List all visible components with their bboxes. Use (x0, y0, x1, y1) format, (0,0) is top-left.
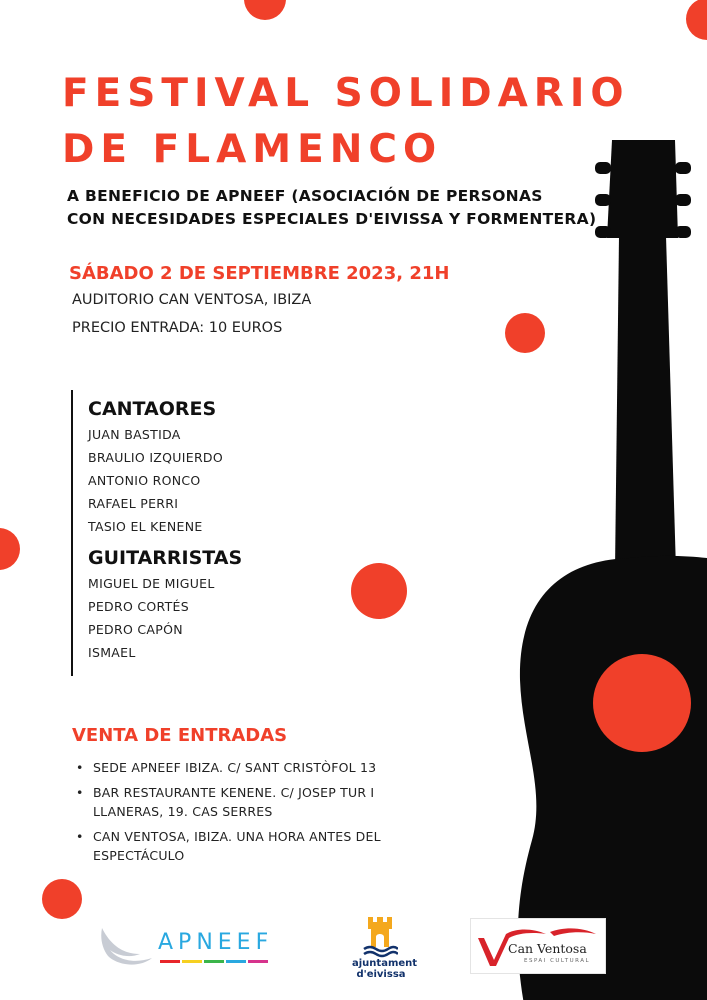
tickets-list (76, 758, 396, 871)
guitarristas-list (88, 572, 242, 664)
beneficiary-line-2: CON NECESIDADES ESPECIALES D'EIVISSA Y FORMENTERA) (67, 210, 597, 228)
guitarrista-name: PEDRO CAPÓN (88, 622, 183, 637)
ajuntament-line-2: d'eivissa (356, 969, 406, 980)
guitar-soundhole (593, 654, 691, 752)
cantaor-name: JUAN BASTIDA (88, 427, 181, 442)
cantaor-name: RAFAEL PERRI (88, 496, 179, 511)
cantaor-name: BRAULIO IZQUIERDO (88, 450, 223, 465)
ticket-point: • SEDE APNEEF IBIZA. C/ SANT CRISTÒFOL 13 (76, 758, 396, 777)
title-line-2: DE FLAMENCO (62, 127, 443, 172)
guitarrista-name: PEDRO CORTÉS (88, 599, 189, 614)
can-ventosa-subtitle: ESPAI CULTURAL (524, 958, 591, 964)
apneef-wing-icon (100, 924, 156, 966)
event-venue: AUDITORIO CAN VENTOSA, IBIZA (72, 292, 312, 308)
tickets-heading: VENTA DE ENTRADAS (72, 725, 288, 746)
beneficiary-text (67, 185, 596, 231)
cantaor-name: ANTONIO RONCO (88, 473, 201, 488)
decor-dot-bottom-left (42, 879, 82, 919)
decor-dot-center (351, 563, 407, 619)
decor-dot-top-left (244, 0, 286, 20)
apneef-color-bar (204, 960, 224, 963)
apneef-color-bar (248, 960, 268, 963)
cantaores-heading: CANTAORES (88, 398, 217, 420)
title-line-1: FESTIVAL SOLIDARIO (62, 71, 630, 116)
guitarrista-name: ISMAEL (88, 645, 136, 660)
ticket-point: • CAN VENTOSA, IBIZA. UNA HORA ANTES DEL ESPECTÁCULO (76, 827, 396, 865)
beneficiary-line-1: A BENEFICIO DE APNEEF (ASOCIACIÓN DE PERSONAS (67, 187, 543, 205)
apneef-color-bar (226, 960, 246, 963)
apneef-color-bar (160, 960, 180, 963)
ticket-point: • BAR RESTAURANTE KENENE. C/ JOSEP TUR I LLANERAS, 19. CAS SERRES (76, 783, 396, 821)
event-price: PRECIO ENTRADA: 10 EUROS (72, 320, 283, 336)
apneef-logo-text: APNEEF (158, 930, 274, 955)
can-ventosa-name: Can Ventosa (508, 941, 587, 956)
cantaor-name: TASIO EL KENENE (88, 519, 203, 534)
ajuntament-line-1: ajuntament (352, 958, 418, 969)
lineup-divider (71, 390, 73, 676)
poster-title (62, 66, 630, 178)
event-date: SÁBADO 2 DE SEPTIEMBRE 2023, 21H (69, 263, 450, 284)
ajuntament-logo-text (352, 958, 418, 980)
apneef-color-bar (182, 960, 202, 963)
castle-tower-icon (362, 913, 398, 959)
decor-dot-left-edge (0, 528, 20, 570)
lineup-section (88, 395, 242, 670)
cantaores-list (88, 423, 242, 538)
guitarrista-name: MIGUEL DE MIGUEL (88, 576, 215, 591)
guitarristas-heading: GUITARRISTAS (88, 547, 243, 569)
